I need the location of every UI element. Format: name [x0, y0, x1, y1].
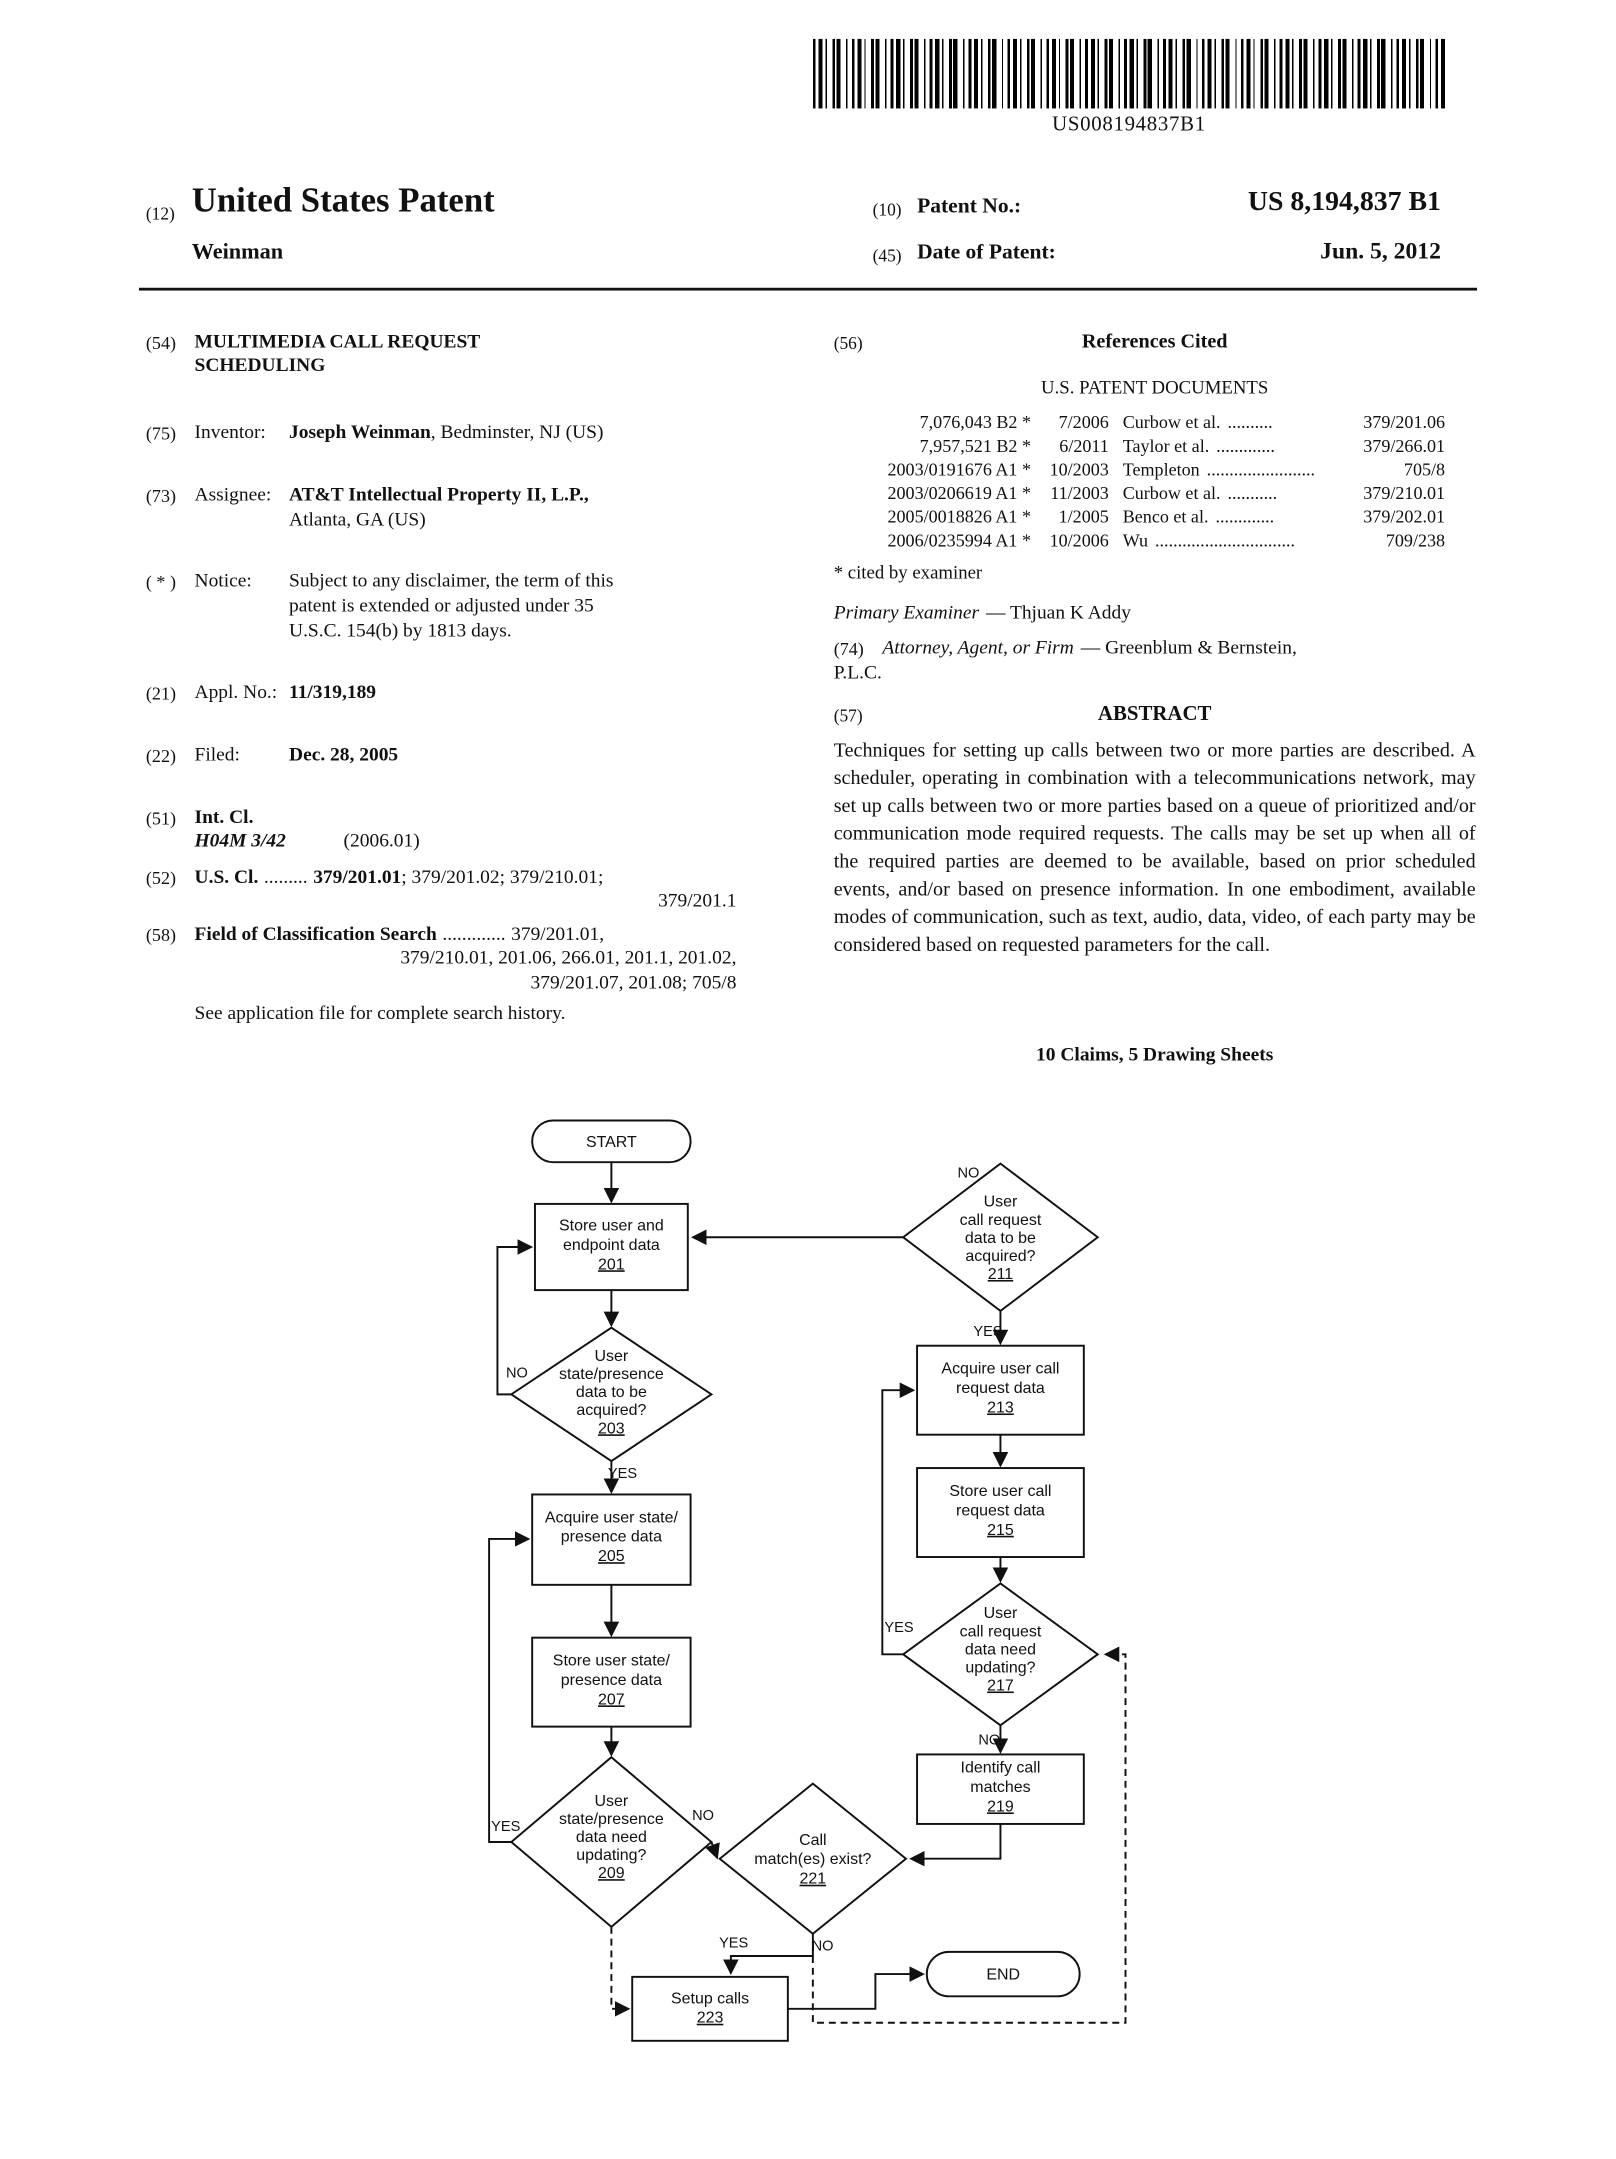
- reference-row: [839, 481, 1445, 505]
- flow-text-219-0: Identify call: [960, 1759, 1041, 1777]
- flow-text-213-0: Acquire user call: [941, 1360, 1060, 1378]
- search-dots: .............: [442, 924, 506, 946]
- assignee-label: Assignee:: [194, 485, 272, 507]
- field-54-title: [146, 331, 799, 356]
- notice-label: Notice:: [194, 571, 252, 593]
- page-title: United States Patent: [191, 182, 495, 220]
- ref-date: 10/2003: [1049, 458, 1109, 480]
- ref-class: 709/238: [1385, 529, 1446, 551]
- reference-row: [839, 528, 1445, 552]
- field-74-num: (74): [833, 638, 864, 659]
- inventor-rest: , Bedminster, NJ (US): [430, 422, 604, 444]
- flow-label-no-203: NO: [505, 1365, 528, 1382]
- examiner-label: Primary Examiner: [833, 603, 980, 625]
- ref-mid: [1109, 505, 1363, 529]
- claims-drawing-note: 10 Claims, 5 Drawing Sheets: [1036, 1045, 1274, 1067]
- flow-text-211-3: acquired?: [965, 1247, 1036, 1265]
- field-75-num: (75): [145, 422, 177, 444]
- us-cl-dots: .........: [263, 867, 308, 889]
- flow-text-205-1: presence data: [560, 1528, 662, 1546]
- abstract-text: Techniques for setting up calls between two or more parties are described. A scheduler, operating in combination with a telecommunications network, may set up calls between two or more parties based on a queue of prioritized and/or communication mode required requests. The calls may be set up when all of the required parties are deemed to be available, based on prior scheduled events, and/or based on presence information. In one embodiment, available modes of communication, such as text, audio, data, video, of each party may be considered based on requested parameters for the call.: [833, 739, 1476, 957]
- flow-text-207-0: Store user state/: [552, 1652, 670, 1670]
- int-cl-value: [195, 831, 420, 853]
- barcode-text: US008194837B1: [1052, 113, 1206, 137]
- field-73-num: (73): [145, 485, 177, 507]
- field-51-num: (51): [145, 807, 177, 829]
- field-21-appl-no: [146, 681, 799, 706]
- edge-219-221: [912, 1824, 1001, 1859]
- ref-class: 379/266.01: [1363, 435, 1446, 456]
- assignee-value: [289, 484, 589, 534]
- field-52-us-cl: [146, 866, 799, 891]
- ref-date: 7/2006: [1058, 411, 1109, 433]
- patent-no-label: Patent No.:: [917, 194, 1022, 219]
- ref-doc: 2003/0206619 A1 *: [887, 482, 1032, 504]
- date-label: Date of Patent:: [917, 240, 1056, 265]
- search-label: Field of Classification Search: [194, 924, 437, 946]
- us-cl-rest: ; 379/201.02; 379/210.01;: [401, 867, 604, 889]
- flow-text-203-2: data to be: [575, 1384, 647, 1402]
- flow-label-yes-217: YES: [884, 1620, 914, 1637]
- us-cl-content: [195, 866, 604, 891]
- edge-217-yes-213: [882, 1390, 913, 1654]
- barcode: [813, 39, 1445, 109]
- references-table: [839, 410, 1445, 552]
- ref-name: Curbow et al.: [1122, 411, 1221, 433]
- inventor-surname: Weinman: [191, 240, 284, 265]
- notice-line1: Subject to any disclaimer, the term of this: [289, 571, 614, 593]
- flow-num-207: 207: [598, 1691, 625, 1709]
- code-10: (10): [872, 200, 902, 220]
- flowchart-figure: [459, 1105, 1182, 2078]
- field-22-num: (22): [145, 745, 177, 767]
- field-58-search: [146, 923, 799, 948]
- flow-text-end: END: [986, 1966, 1021, 1984]
- reference-row: [839, 434, 1445, 458]
- flow-label-no-217: NO: [978, 1732, 1001, 1749]
- flow-text-213-1: request data: [956, 1379, 1045, 1397]
- flow-text-215-1: request data: [956, 1502, 1045, 1520]
- kind-code-12: (12): [145, 204, 175, 224]
- appl-no-value: 11/319,189: [289, 682, 377, 704]
- flow-text-221-1: match(es) exist?: [754, 1851, 872, 1869]
- flow-text-217-2: data need: [964, 1641, 1036, 1659]
- flow-text-209-3: updating?: [576, 1847, 647, 1865]
- field-22-filed: [146, 744, 799, 769]
- flow-label-yes-211: YES: [973, 1323, 1003, 1340]
- filed-value: Dec. 28, 2005: [289, 745, 399, 767]
- invention-title-line2: SCHEDULING: [194, 355, 326, 377]
- flow-text-205-0: Acquire user state/: [544, 1509, 678, 1527]
- field-74-attorney: [834, 637, 1487, 662]
- primary-examiner-line: [834, 603, 1131, 625]
- flow-text-209-0: User: [594, 1792, 629, 1810]
- edge-223-end: [788, 1974, 923, 2009]
- field-54-num: (54): [145, 332, 177, 354]
- code-45: (45): [872, 246, 902, 266]
- flow-text-211-2: data to be: [964, 1229, 1036, 1247]
- flow-text-207-1: presence data: [560, 1671, 662, 1689]
- ref-mid: [1109, 434, 1363, 458]
- search-history-note: See application file for complete search history.: [194, 1003, 566, 1025]
- field-73-assignee: [146, 484, 799, 534]
- ref-class: 379/210.01: [1363, 482, 1446, 504]
- flow-num-221: 221: [799, 1870, 827, 1888]
- reference-row: [839, 410, 1445, 434]
- inventor-label: Inventor:: [194, 422, 266, 444]
- flow-num-209: 209: [598, 1865, 625, 1883]
- int-cl-code: H04M 3/42: [194, 831, 286, 853]
- flow-text-201-0: Store user and: [559, 1217, 664, 1235]
- ref-date: 1/2005: [1058, 506, 1109, 527]
- ref-name: Curbow et al.: [1122, 482, 1221, 504]
- flow-label-yes-209: YES: [491, 1818, 521, 1835]
- ref-dots: ..........: [1227, 411, 1273, 433]
- field-56-num: (56): [833, 333, 863, 354]
- flow-num-215: 215: [987, 1521, 1014, 1539]
- ref-name: Wu: [1122, 529, 1149, 551]
- search-line1-end: 379/201.01,: [511, 924, 605, 946]
- ref-date: 11/2003: [1050, 482, 1109, 504]
- examiner-name: — Thjuan K Addy: [985, 603, 1131, 625]
- inventor-value: [289, 421, 603, 446]
- field-75-inventor: [146, 421, 799, 446]
- edge-209-no-221: [711, 1842, 717, 1857]
- invention-title-line1: MULTIMEDIA CALL REQUEST: [194, 332, 481, 354]
- search-line2: 379/210.01, 201.06, 266.01, 201.1, 201.02,: [400, 948, 737, 969]
- flow-text-217-0: User: [983, 1605, 1018, 1623]
- attorney-line: [882, 637, 1297, 662]
- flow-num-211: 211: [987, 1265, 1014, 1283]
- reference-row: [839, 505, 1445, 529]
- notice-line3: U.S.C. 154(b) by 1813 days.: [289, 621, 512, 643]
- ref-mid: [1109, 528, 1386, 552]
- attorney-firm: — Greenblum & Bernstein,: [1080, 638, 1297, 659]
- notice-line2: patent is extended or adjusted under 35: [289, 596, 594, 618]
- flow-text-201-1: endpoint data: [562, 1236, 660, 1254]
- us-cl-primary: 379/201.01: [313, 867, 402, 889]
- flow-num-219: 219: [987, 1798, 1014, 1816]
- flow-text-211-1: call request: [959, 1211, 1042, 1229]
- int-cl-label: Int. Cl.: [194, 807, 254, 829]
- inventor-name: Joseph Weinman: [289, 422, 431, 444]
- assignee-name: AT&T Intellectual Property II, L.P.,: [289, 485, 589, 507]
- flow-num-223: 223: [696, 2009, 724, 2027]
- ref-class: 379/201.06: [1363, 411, 1446, 433]
- field-21-num: (21): [145, 682, 177, 704]
- ref-doc: 2003/0191676 A1 *: [887, 458, 1032, 480]
- field-58-num: (58): [145, 924, 177, 946]
- references-title: References Cited: [1081, 330, 1228, 354]
- flow-num-203: 203: [598, 1420, 625, 1438]
- flow-text-203-1: state/presence: [559, 1366, 664, 1384]
- flow-text-219-1: matches: [970, 1778, 1031, 1796]
- ref-name: Templeton: [1122, 458, 1200, 480]
- ref-mid: [1109, 457, 1404, 481]
- field-51-int-cl: [146, 806, 799, 831]
- flow-text-start: START: [585, 1133, 637, 1151]
- flow-text-203-0: User: [594, 1348, 629, 1366]
- ref-dots: ...........: [1227, 482, 1278, 504]
- flow-label-yes-221: YES: [719, 1935, 749, 1952]
- ref-date: 6/2011: [1059, 435, 1109, 456]
- flow-num-213: 213: [987, 1399, 1014, 1417]
- flow-num-205: 205: [598, 1548, 625, 1566]
- ref-dots: .............: [1215, 506, 1275, 527]
- us-cl-line2: 379/201.1: [658, 891, 737, 912]
- flow-label-yes-203: YES: [607, 1465, 638, 1482]
- ref-name: Taylor et al.: [1122, 435, 1210, 456]
- attorney-line2: P.L.C.: [833, 663, 882, 684]
- flow-num-201: 201: [598, 1256, 625, 1274]
- cited-by-examiner-note: * cited by examiner: [833, 561, 983, 583]
- us-patent-documents-title: U.S. PATENT DOCUMENTS: [1041, 376, 1269, 398]
- assignee-city: Atlanta, GA (US): [289, 510, 426, 532]
- flow-text-209-2: data need: [575, 1829, 647, 1847]
- edge-209-223-dashed: [611, 1927, 628, 2009]
- notice-num: ( * ): [145, 571, 177, 593]
- ref-name: Benco et al.: [1122, 506, 1209, 527]
- ref-mid: [1109, 410, 1363, 434]
- ref-doc: 2006/0235994 A1 *: [887, 529, 1032, 551]
- ref-class: 379/202.01: [1363, 506, 1446, 527]
- flow-label-no-221: NO: [811, 1938, 834, 1955]
- ref-doc: 7,957,521 B2 *: [919, 435, 1032, 456]
- ref-class: 705/8: [1403, 458, 1446, 480]
- ref-dots: ...............................: [1155, 529, 1296, 551]
- ref-doc: 7,076,043 B2 *: [919, 411, 1032, 433]
- field-notice: [146, 570, 799, 645]
- ref-dots: .............: [1216, 435, 1275, 456]
- us-cl-label: U.S. Cl.: [194, 867, 259, 889]
- header-rule: [139, 288, 1477, 291]
- edge-209-yes-205: [489, 1539, 528, 1842]
- flow-text-215-0: Store user call: [949, 1482, 1052, 1500]
- appl-no-label: Appl. No.:: [194, 682, 278, 704]
- ref-doc: 2005/0018826 A1 *: [887, 506, 1032, 527]
- abstract-title: ABSTRACT: [1097, 703, 1212, 726]
- flow-text-209-1: state/presence: [559, 1810, 664, 1828]
- search-line3: 379/201.07, 201.08; 705/8: [530, 973, 737, 994]
- flow-text-217-1: call request: [959, 1623, 1042, 1641]
- flow-text-211-0: User: [983, 1193, 1018, 1211]
- field-52-num: (52): [145, 867, 177, 889]
- patent-date: Jun. 5, 2012: [1320, 237, 1441, 265]
- filed-label: Filed:: [194, 745, 240, 767]
- flow-label-no-211: NO: [957, 1165, 980, 1182]
- flow-text-221-0: Call: [799, 1831, 827, 1849]
- field-57-num: (57): [833, 706, 863, 726]
- flow-num-217: 217: [987, 1677, 1014, 1695]
- search-content: [195, 923, 605, 948]
- patent-number: US 8,194,837 B1: [1247, 186, 1441, 217]
- ref-date: 10/2006: [1049, 529, 1109, 551]
- int-cl-version: (2006.01): [343, 831, 420, 853]
- ref-dots: ........................: [1206, 458, 1316, 480]
- flow-label-no-209: NO: [692, 1807, 715, 1824]
- ref-mid: [1109, 481, 1363, 505]
- flow-text-223-0: Setup calls: [670, 1990, 750, 2008]
- notice-text: [289, 570, 613, 645]
- flow-text-217-3: updating?: [965, 1659, 1036, 1677]
- flow-text-203-3: acquired?: [576, 1402, 647, 1420]
- reference-row: [839, 457, 1445, 481]
- attorney-label: Attorney, Agent, or Firm: [882, 638, 1074, 659]
